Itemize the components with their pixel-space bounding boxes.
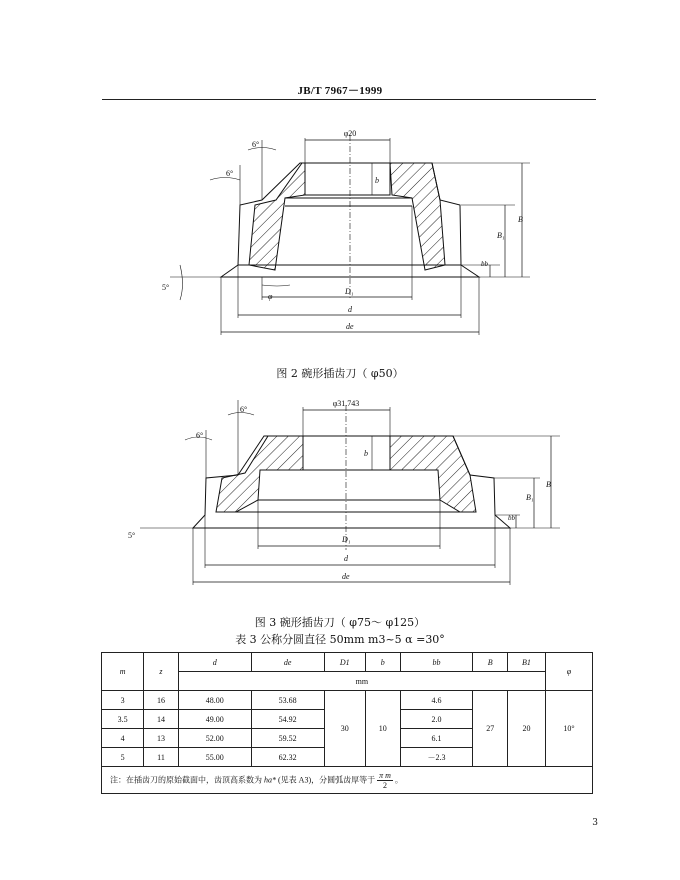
- note-prefix: 注：在插齿刀的原始截面中，齿顶高系数为: [110, 774, 262, 784]
- cell-de: 59.52: [251, 729, 324, 748]
- cell-m: 3.5: [102, 710, 144, 729]
- header-phi: φ: [545, 653, 592, 691]
- fig3-angle-left-label: 6°: [196, 431, 204, 440]
- header-D1: D1: [324, 653, 365, 672]
- cell-z: 14: [144, 710, 179, 729]
- fig3-b-label: b: [364, 449, 368, 458]
- fig3-angle-bottom-label: 5°: [128, 531, 136, 540]
- fig2-D1-label: D₁: [345, 287, 354, 296]
- cell-z: 16: [144, 691, 179, 710]
- cell-b-merged: 10: [365, 691, 400, 767]
- fig3-phi-top-label: φ31.743: [332, 399, 360, 408]
- fig2-phi-label: φ: [268, 292, 273, 301]
- cell-B-merged: 27: [473, 691, 508, 767]
- fig2-angle-left-label: 6°: [226, 169, 234, 178]
- fig3-d-label: d: [344, 554, 348, 563]
- unit-cell: mm: [178, 672, 545, 691]
- cell-m: 4: [102, 729, 144, 748]
- note-end: 。: [394, 774, 403, 784]
- cell-phi-merged: 10°: [545, 691, 592, 767]
- cell-m: 3: [102, 691, 144, 710]
- figure-2-caption: 图 2 碗形插齿刀（ φ50）: [276, 367, 404, 380]
- fig2-B-label: B: [518, 215, 523, 224]
- cell-d: 49.00: [178, 710, 251, 729]
- cell-m: 5: [102, 748, 144, 767]
- fig2-d-label: d: [348, 305, 352, 314]
- cell-D1-merged: 30: [324, 691, 365, 767]
- fig2-de-label: de: [346, 322, 354, 331]
- cell-de: 54.92: [251, 710, 324, 729]
- table-3-caption: 表 3 公称分圆直径 50mm m3~5 α =30°: [235, 633, 445, 646]
- table-row: [102, 691, 593, 710]
- header-de: de: [251, 653, 324, 672]
- header-B1: B1: [507, 653, 545, 672]
- header-m: m: [102, 653, 144, 691]
- header-bb: bb: [400, 653, 473, 672]
- fig2-b-label: b: [375, 176, 379, 185]
- fig2-angle-bottom-label: 5°: [162, 283, 170, 292]
- document-header: JB/T 7967－1999: [297, 85, 383, 97]
- cell-de: 53.68: [251, 691, 324, 710]
- cell-bb: 4.6: [400, 691, 473, 710]
- fig3-D1-label: D₁: [342, 535, 351, 544]
- cell-bb: 6.1: [400, 729, 473, 748]
- note-frac-den: 2: [383, 780, 387, 790]
- page-number: 3: [592, 818, 598, 828]
- fig3-B-label: B: [546, 480, 551, 489]
- fig3-bb-label: bb: [508, 514, 515, 522]
- header-z: z: [144, 653, 179, 691]
- cell-d: 55.00: [178, 748, 251, 767]
- cell-B1-merged: 20: [507, 691, 545, 767]
- header-b: b: [365, 653, 400, 672]
- cell-d: 48.00: [178, 691, 251, 710]
- fig3-de-label: de: [342, 572, 350, 581]
- cell-z: 13: [144, 729, 179, 748]
- cell-de: 62.32: [251, 748, 324, 767]
- fig2-B1-label: B₁: [497, 231, 505, 240]
- cell-bb: －2.3: [400, 748, 473, 767]
- parameters-table: [101, 652, 593, 794]
- note-fraction: [377, 771, 393, 790]
- note-ha: ha*: [264, 774, 276, 784]
- fig2-bb-label: bb: [481, 260, 488, 268]
- note-mid: (见表 A3)，分圆弧齿厚等于: [278, 774, 376, 784]
- cell-z: 11: [144, 748, 179, 767]
- note-frac-num: π m: [379, 770, 391, 780]
- cell-d: 52.00: [178, 729, 251, 748]
- cell-bb: 2.0: [400, 710, 473, 729]
- fig2-phi-top-label: φ20: [343, 129, 357, 138]
- figure-3-caption: 图 3 碗形插齿刀（ φ75～ φ125）: [254, 616, 426, 629]
- fig3-B1-label: B₁: [526, 493, 534, 502]
- table-note: [102, 767, 593, 794]
- header-B: B: [473, 653, 508, 672]
- fig2-angle-top-label: 6°: [252, 140, 260, 149]
- fig3-angle-top-label: 6°: [240, 405, 248, 414]
- header-d: d: [178, 653, 251, 672]
